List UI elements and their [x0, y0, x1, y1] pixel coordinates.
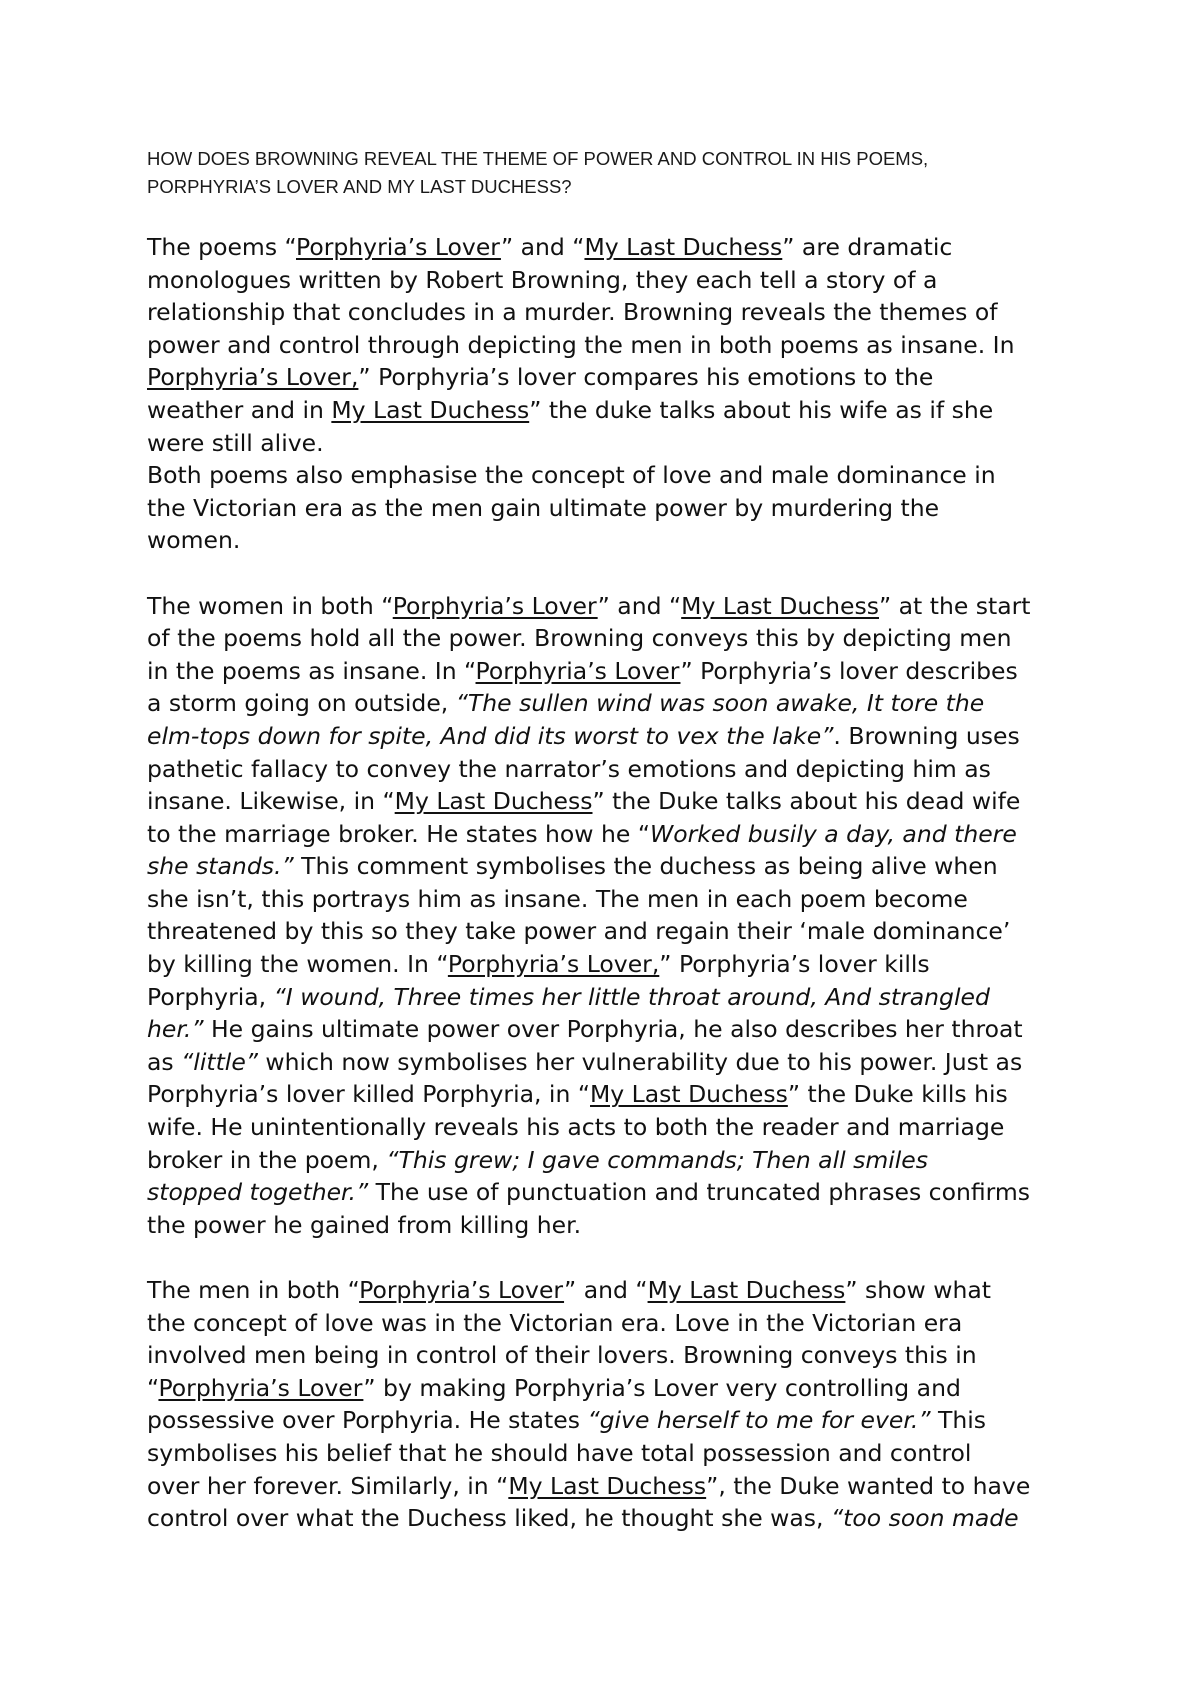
essay-title-line-2: PORPHYRIA’S LOVER AND MY LAST DUCHESS?: [147, 176, 572, 197]
text-line: [147, 785, 1107, 818]
text-segment: The men in both “: [147, 1276, 360, 1304]
text-line: [147, 427, 1107, 460]
text-segment: wife. He unintentionally reveals his acts to both the reader and marriage: [147, 1113, 1005, 1142]
text-segment: the power he gained from killing her.: [147, 1210, 582, 1239]
text-segment: of the poems hold all the power. Browning conveys this by depicting men: [147, 624, 1012, 653]
text-segment: ” the duke talks about his wife as if she: [529, 395, 994, 424]
text-segment: were still alive.: [147, 428, 324, 457]
text-segment: a storm going on outside,: [147, 689, 456, 718]
text-line: [147, 1502, 1107, 1535]
text-line: [147, 296, 1107, 329]
text-line: [147, 361, 1107, 394]
text-segment: by killing the women. In “: [147, 950, 448, 979]
paragraph: [147, 1274, 1107, 1535]
text-segment: The women in both “: [147, 591, 393, 620]
text-line: [147, 818, 1107, 851]
text-segment: weather and in: [147, 395, 332, 424]
text-segment: ” at the start: [879, 591, 1031, 620]
poem-quotation: “too soon made: [830, 1504, 1019, 1533]
poem-title-reference: My Last Duchess: [647, 1276, 846, 1304]
text-line: [147, 915, 1107, 948]
text-line: [147, 1209, 1107, 1242]
poem-quotation: “I wound, Three times her little throat around, And strangled: [273, 982, 990, 1011]
poem-title-reference: My Last Duchess: [681, 591, 879, 620]
text-segment: Porphyria’s lover killed Porphyria, in “: [147, 1080, 591, 1109]
text-line: [147, 1307, 1107, 1340]
text-segment: ” and “: [597, 591, 682, 620]
text-segment: ”, the Duke wanted to have: [706, 1471, 1031, 1500]
text-segment: ” Porphyria’s lover compares his emotions to the: [358, 363, 934, 392]
text-segment: broker in the poem,: [147, 1145, 387, 1174]
text-line: [147, 492, 1107, 525]
poem-title-reference: My Last Duchess: [394, 787, 593, 816]
text-segment: pathetic fallacy to convey the narrator’s emotions and depicting him as: [147, 754, 991, 783]
text-line: [147, 753, 1107, 786]
poem-quotation: stopped together.”: [147, 1178, 369, 1207]
text-line: [147, 883, 1107, 916]
paragraph-gap: [147, 557, 1107, 590]
text-segment: the Victorian era as the men gain ultimate power by murdering the: [147, 493, 940, 522]
text-line: [147, 1111, 1107, 1144]
poem-title-reference: My Last Duchess: [508, 1471, 707, 1500]
text-line: [147, 394, 1107, 427]
text-line: [147, 590, 1107, 623]
paragraph: [147, 590, 1107, 1242]
poem-title-reference: Porphyria’s Lover: [296, 233, 501, 261]
text-segment: ” and “: [564, 1276, 648, 1304]
text-line: [147, 687, 1107, 720]
text-segment: control over what the Duchess liked, he thought she was,: [147, 1504, 831, 1533]
text-segment: the concept of love was in the Victorian era. Love in the Victorian era: [147, 1308, 963, 1337]
text-segment: monologues written by Robert Browning, they each tell a story of a: [147, 265, 938, 294]
text-segment: Both poems also emphasise the concept of love and male dominance in: [147, 461, 996, 490]
text-segment: ” Porphyria’s lover kills: [659, 950, 930, 979]
text-segment: . Browning uses: [833, 721, 1020, 750]
text-segment: This: [930, 1406, 987, 1435]
poem-title-reference: Porphyria’s Lover,: [447, 950, 660, 979]
poem-title-reference: My Last Duchess: [590, 1080, 788, 1109]
essay-title: [147, 145, 1087, 201]
text-segment: This comment symbolises the duchess as being alive when: [293, 852, 998, 881]
text-line: [147, 1274, 1107, 1307]
essay-body: [147, 231, 1107, 1535]
text-segment: women.: [147, 526, 241, 555]
poem-title-reference: Porphyria’s Lover: [158, 1373, 364, 1402]
poem-title-reference: Porphyria’s Lover: [475, 656, 681, 685]
text-line: [147, 850, 1107, 883]
text-line: [147, 231, 1107, 264]
text-line: [147, 655, 1107, 688]
text-line: [147, 1144, 1107, 1177]
text-segment: “: [147, 1373, 159, 1402]
text-segment: ” and “: [500, 233, 585, 261]
text-line: [147, 1176, 1107, 1209]
text-segment: she isn’t, this portrays him as insane. The men in each poem become: [147, 884, 968, 913]
poem-quotation: “little”: [181, 1047, 258, 1076]
text-line: [147, 1372, 1107, 1405]
text-segment: over her forever. Similarly, in “: [147, 1471, 509, 1500]
poem-title-reference: My Last Duchess: [331, 395, 530, 424]
poem-quotation: “The sullen wind was soon awake, It tore the: [455, 689, 985, 718]
text-segment: involved men being in control of their lovers. Browning conveys this in: [147, 1341, 977, 1370]
text-segment: ” are dramatic: [782, 233, 953, 261]
text-line: [147, 622, 1107, 655]
poem-quotation: elm-tops down for spite, And did its worst to vex the lake”: [147, 721, 834, 750]
text-line: [147, 981, 1107, 1014]
poem-quotation: her.”: [147, 1015, 204, 1044]
text-line: [147, 1046, 1107, 1079]
poem-title-reference: Porphyria’s Lover,: [147, 363, 359, 392]
text-segment: The poems “: [147, 233, 296, 261]
text-segment: symbolises his belief that he should have total possession and control: [147, 1438, 972, 1467]
text-line: [147, 1013, 1107, 1046]
text-segment: to the marriage broker. He states how he “: [147, 819, 650, 848]
text-line: [147, 1470, 1107, 1503]
text-segment: The use of punctuation and truncated phrases confirms: [368, 1178, 1031, 1207]
text-segment: ” show what: [845, 1276, 991, 1304]
poem-title-reference: Porphyria’s Lover: [359, 1276, 565, 1304]
text-segment: ” the Duke talks about his dead wife: [592, 787, 1021, 816]
poem-quotation: “give herself to me for ever.”: [587, 1406, 931, 1435]
text-segment: ” the Duke kills his: [787, 1080, 1008, 1109]
text-line: [147, 329, 1107, 362]
text-line: [147, 524, 1107, 557]
poem-quotation: “This grew; I gave commands; Then all smiles: [386, 1145, 929, 1174]
poem-quotation: Worked busily a day, and there: [650, 819, 1017, 848]
text-line: [147, 264, 1107, 297]
text-line: [147, 1339, 1107, 1372]
text-segment: possessive over Porphyria. He states: [147, 1406, 588, 1435]
text-segment: Porphyria,: [147, 982, 274, 1011]
text-segment: relationship that concludes in a murder. Browning reveals the themes of: [147, 298, 998, 327]
text-segment: in the poems as insane. In “: [147, 656, 476, 685]
text-line: [147, 720, 1107, 753]
text-segment: He gains ultimate power over Porphyria, he also describes her throat: [203, 1015, 1023, 1044]
text-segment: insane. Likewise, in “: [147, 787, 395, 816]
poem-title-reference: Porphyria’s Lover: [392, 591, 598, 620]
text-line: [147, 1404, 1107, 1437]
text-segment: threatened by this so they take power and regain their ‘male dominance’: [147, 917, 1011, 946]
poem-quotation: she stands.”: [147, 852, 294, 881]
text-line: [147, 459, 1107, 492]
paragraph: [147, 231, 1107, 557]
text-segment: ” by making Porphyria’s Lover very controlling and: [363, 1373, 961, 1402]
text-segment: which now symbolises her vulnerability due to his power. Just as: [257, 1047, 1023, 1076]
text-segment: ” Porphyria’s lover describes: [680, 656, 1018, 685]
text-line: [147, 948, 1107, 981]
text-line: [147, 1078, 1107, 1111]
essay-title-line-1: HOW DOES BROWNING REVEAL THE THEME OF POWER AND CONTROL IN HIS POEMS,: [147, 148, 929, 169]
poem-title-reference: My Last Duchess: [584, 233, 783, 261]
text-segment: as: [147, 1047, 182, 1076]
paragraph-gap: [147, 1241, 1107, 1274]
text-line: [147, 1437, 1107, 1470]
text-segment: power and control through depicting the men in both poems as insane. In: [147, 330, 1015, 359]
